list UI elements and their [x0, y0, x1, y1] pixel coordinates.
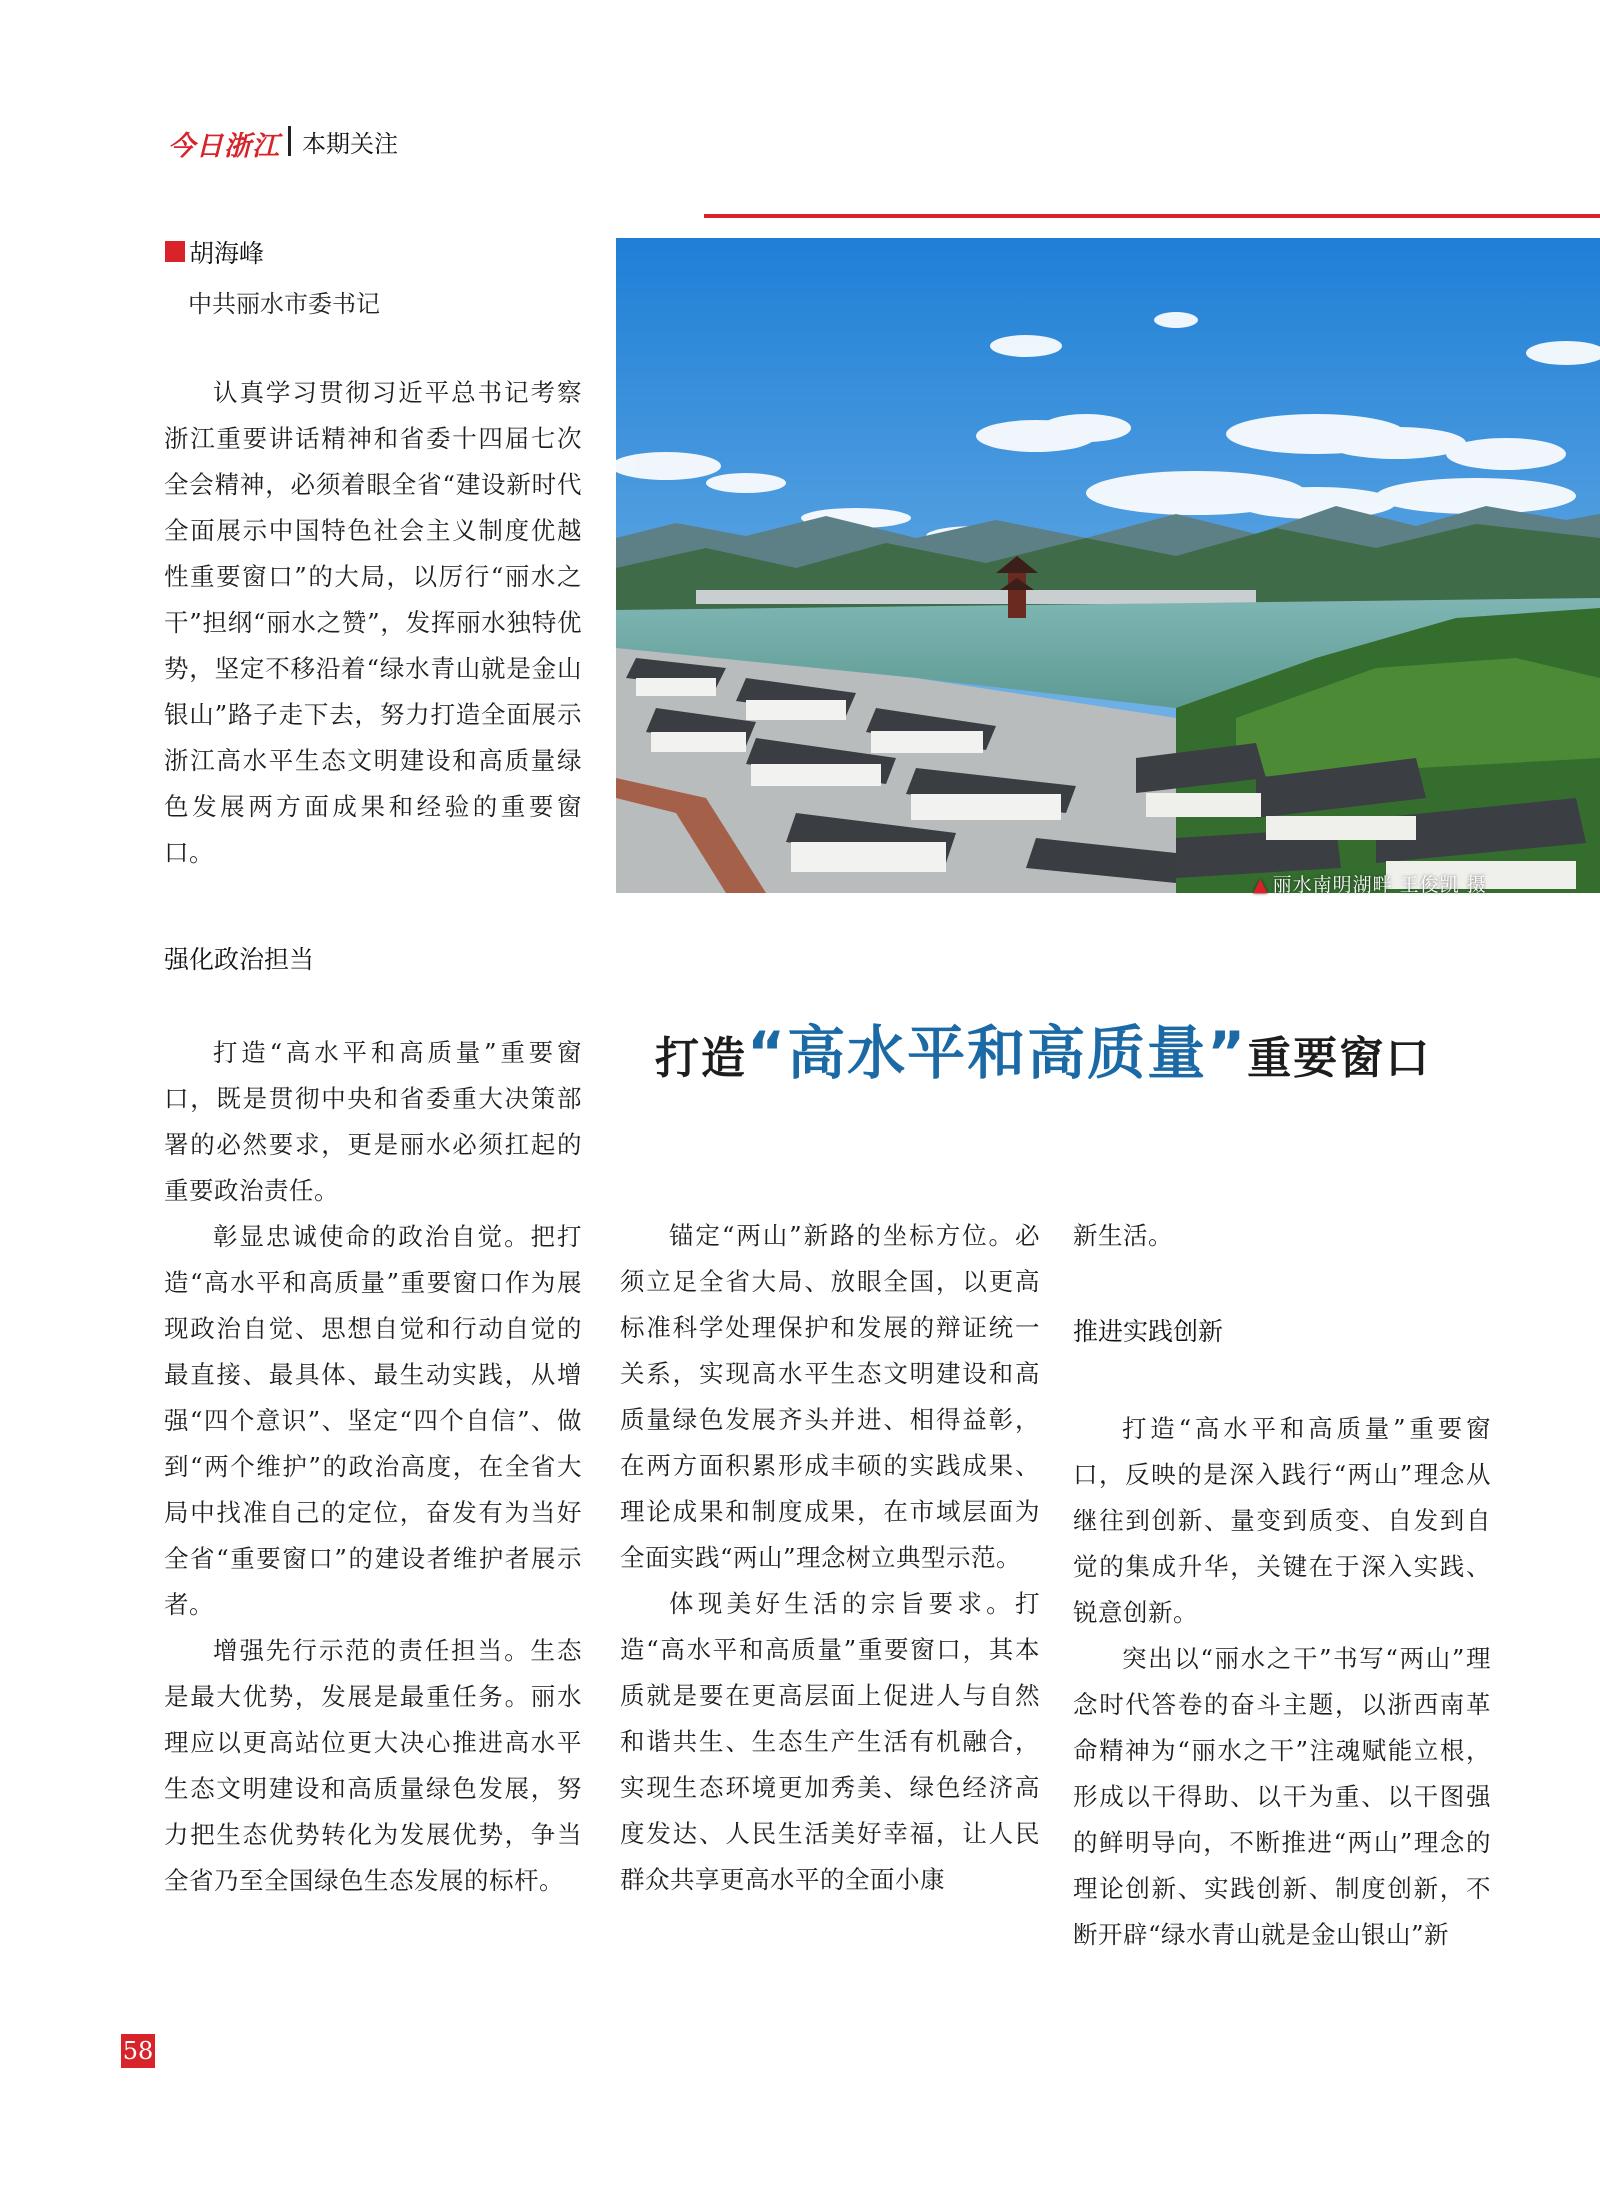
section-heading-innovation: 推进实践创新: [1073, 1317, 1224, 1346]
column-3: [1073, 1406, 1491, 1958]
photo-caption-text: 丽水南明湖畔 王俊凯 摄: [1272, 874, 1487, 896]
headline-prefix: 打造: [655, 1033, 747, 1084]
column-3-continuation: [1073, 1213, 1491, 1259]
column-2: [620, 1213, 1040, 1903]
paragraph: 体现美好生活的宗旨要求。打造“高水平和高质量”重要窗口，其本质就是要在更高层面上促进人与自然和谐共生、生态生产生活有机融合，实现生态环境更加秀美、绿色经济高度发达、人民生活美好幸福，让人民群众共享更高水平的全面小康: [620, 1589, 1040, 1894]
article-headline: [655, 1006, 1431, 1090]
paragraph: 彰显忠诚使命的政治自觉。把打造“高水平和高质量”重要窗口作为展现政治自觉、思想自觉和行动自觉的最直接、最具体、最生动实践，从增强“四个意识”、坚定“四个自信”、做到“两个维护”的政治高度，在全省大局中找准自己的定位，奋发有为当好全省“重要窗口”的建设者维护者展示者。: [164, 1222, 582, 1619]
author-name: 胡海峰: [189, 239, 265, 268]
author-marker: [165, 241, 185, 262]
section-label: 本期关注: [302, 130, 398, 158]
paragraph-continuation: 新生活。: [1073, 1221, 1173, 1250]
photo-caption: [1253, 870, 1487, 897]
header-divider: [288, 126, 291, 156]
paragraph: 锚定“两山”新路的坐标方位。必须立足全省大局、放眼全国，以更高标准科学处理保护和发展的辩证统一关系，实现高水平生态文明建设和高质量绿色发展齐头并进、相得益彰，在两方面积累形成丰硕的实践成果、理论成果和制度成果，在市域层面为全面实践“两山”理念树立典型示范。: [620, 1221, 1040, 1572]
magazine-brand-logo: 今日浙江: [168, 131, 280, 162]
caption-triangle-icon: ▲: [1253, 874, 1269, 896]
headline-highlight: “高水平和高质量”: [747, 1019, 1248, 1087]
top-red-rule: [704, 214, 1600, 218]
headline-suffix: 重要窗口: [1247, 1033, 1432, 1084]
intro-column: [164, 370, 582, 876]
paragraph: 打造“高水平和高质量”重要窗口，既是贯彻中央和省委重大决策部署的必然要求，更是丽水必须扛起的重要政治责任。: [164, 1038, 582, 1205]
intro-paragraph: 认真学习贯彻习近平总书记考察浙江重要讲话精神和省委十四届七次全会精神，必须着眼全省“建设新时代全面展示中国特色社会主义制度优越性重要窗口”的大局，以厉行“丽水之干”担纲“丽水之赞”，发挥丽水独特优势，坚定不移沿着“绿水青山就是金山银山”路子走下去，努力打造全面展示浙江高水平生态文明建设和高质量绿色发展两方面成果和经验的重要窗口。: [164, 378, 582, 867]
section-heading-political: 强化政治担当: [164, 945, 315, 974]
page-number: 58: [121, 2034, 155, 2068]
author-title: 中共丽水市委书记: [188, 290, 380, 318]
column-1: [164, 1030, 582, 1904]
paragraph: 增强先行示范的责任担当。生态是最大优势，发展是最重任务。丽水理应以更高站位更大决心推进高水平生态文明建设和高质量绿色发展，努力把生态优势转化为发展优势，争当全省乃至全国绿色生态发展的标杆。: [164, 1636, 582, 1895]
paragraph: 打造“高水平和高质量”重要窗口，反映的是深入践行“两山”理念从继往到创新、量变到质变、自发到自觉的集成升华，关键在于深入实践、锐意创新。: [1073, 1414, 1491, 1627]
paragraph: 突出以“丽水之干”书写“两山”理念时代答卷的奋斗主题，以浙西南革命精神为“丽水之干”注魂赋能立根，形成以干得助、以干为重、以干图强的鲜明导向，不断推进“两山”理念的理论创新、实践创新、制度创新，不断开辟“绿水青山就是金山银山”新: [1073, 1644, 1491, 1949]
lakeside-photo: [616, 238, 1600, 893]
